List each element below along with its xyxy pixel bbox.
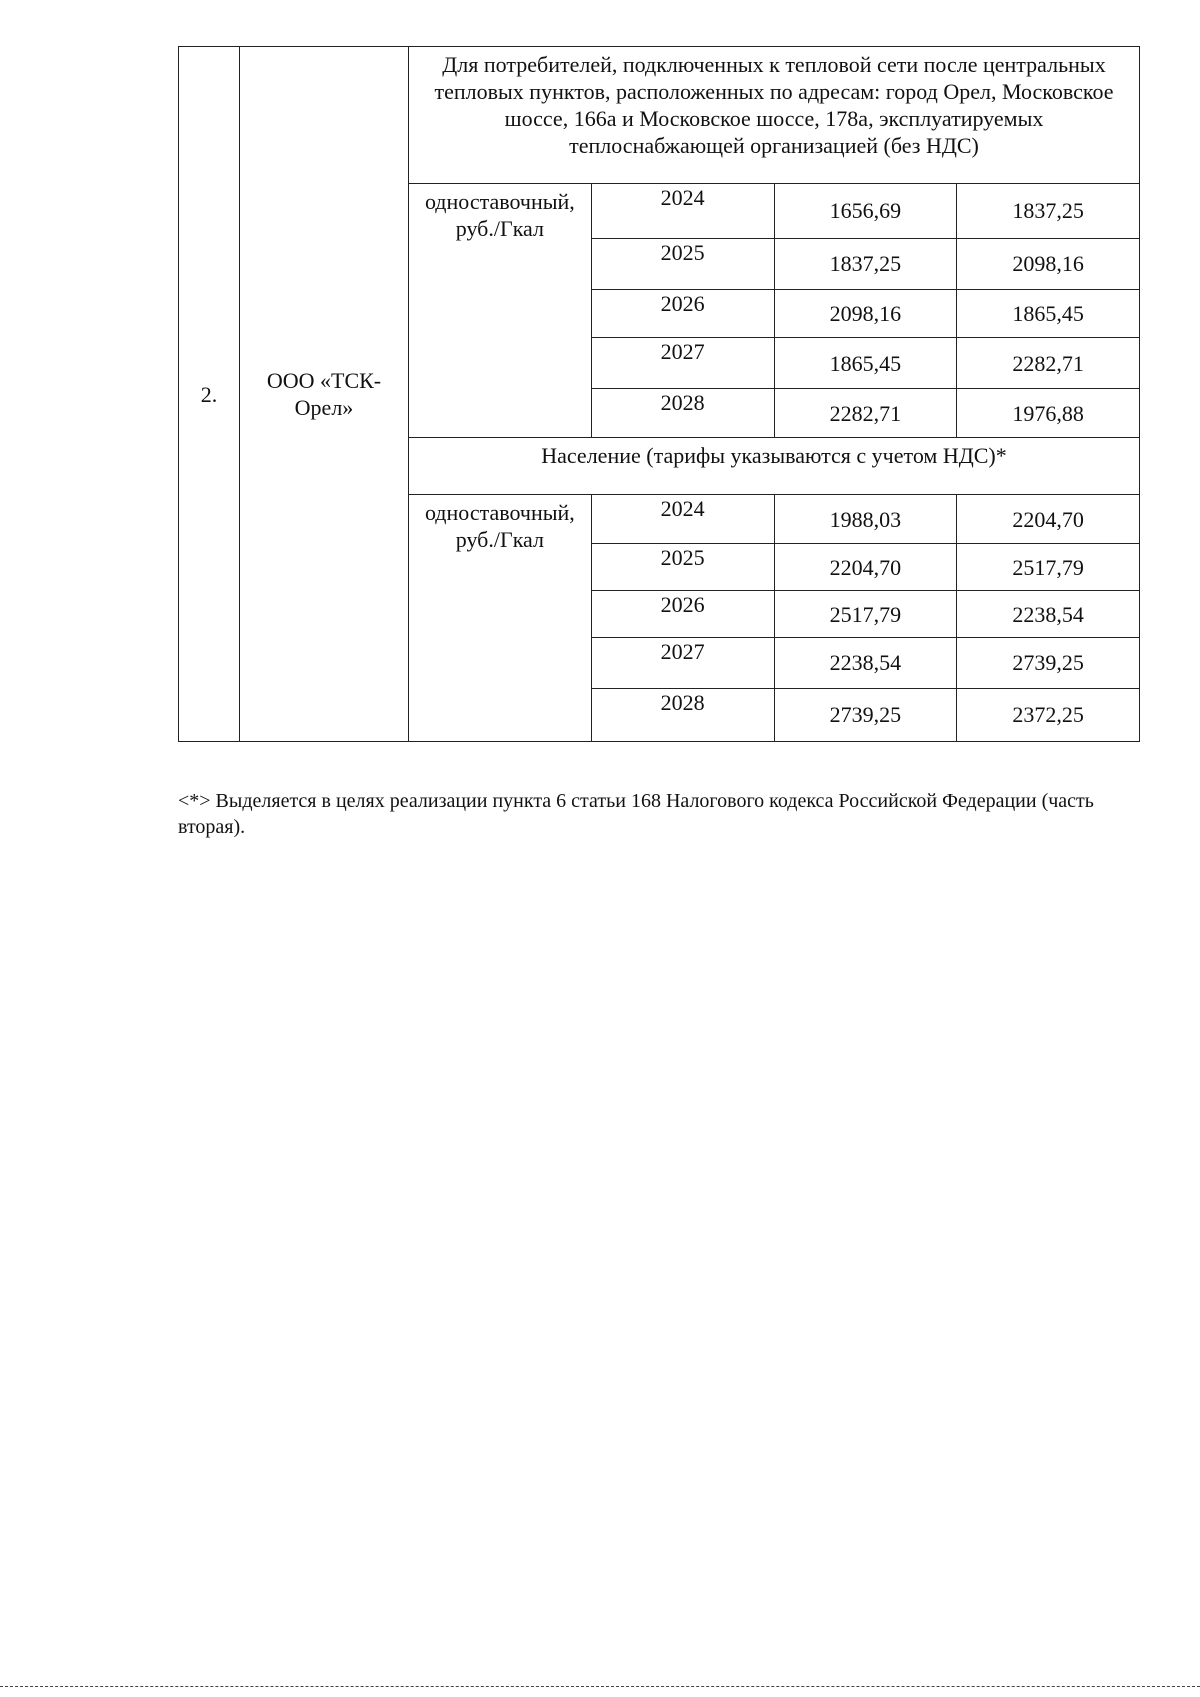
- tariff-table: [178, 46, 1140, 742]
- page-bottom-rule: [0, 1686, 1200, 1687]
- value-cell: 2238,54: [774, 637, 957, 688]
- year-cell: 2027: [591, 338, 774, 389]
- value-cell: 1656,69: [774, 183, 957, 238]
- value-cell: 1865,45: [774, 338, 957, 389]
- year-cell: 2024: [591, 495, 774, 544]
- value-cell: 1837,25: [774, 238, 957, 289]
- group-header: Для потребителей, подключенных к тепловой сети после центральных тепловых пунктов, расположенных по адресам: город Орел, Московское шоссе, 166а и Московское шоссе, 178а, эксплуатируемых теплоснабжающей организацией (без НДС): [409, 47, 1140, 184]
- value-cell: 2372,25: [957, 688, 1140, 741]
- rate-type: одноставочный, руб./Гкал: [409, 183, 592, 438]
- year-cell: 2026: [591, 289, 774, 338]
- year-cell: 2025: [591, 544, 774, 591]
- value-cell: 1865,45: [957, 289, 1140, 338]
- value-cell: 2204,70: [774, 544, 957, 591]
- group-header: Население (тарифы указываются с учетом НДС)*: [409, 438, 1140, 495]
- year-cell: 2025: [591, 238, 774, 289]
- value-cell: 2098,16: [774, 289, 957, 338]
- rate-type: одноставочный, руб./Гкал: [409, 495, 592, 742]
- value-cell: 2517,79: [957, 544, 1140, 591]
- value-cell: 2098,16: [957, 238, 1140, 289]
- value-cell: 2739,25: [957, 637, 1140, 688]
- value-cell: 1976,88: [957, 389, 1140, 438]
- group-header-row: [179, 47, 1140, 184]
- value-cell: 2517,79: [774, 591, 957, 638]
- value-cell: 1988,03: [774, 495, 957, 544]
- value-cell: 2204,70: [957, 495, 1140, 544]
- value-cell: 2739,25: [774, 688, 957, 741]
- row-number: 2.: [179, 47, 240, 742]
- value-cell: 2238,54: [957, 591, 1140, 638]
- footnote: <*> Выделяется в целях реализации пункта 6 статьи 168 Налогового кодекса Российской Федерации (часть вторая).: [178, 790, 1094, 838]
- value-cell: 2282,71: [957, 338, 1140, 389]
- year-cell: 2024: [591, 183, 774, 238]
- value-cell: 2282,71: [774, 389, 957, 438]
- year-cell: 2027: [591, 637, 774, 688]
- organization-name: ООО «ТСК-Орел»: [240, 47, 409, 742]
- year-cell: 2028: [591, 688, 774, 741]
- value-cell: 1837,25: [957, 183, 1140, 238]
- year-cell: 2028: [591, 389, 774, 438]
- year-cell: 2026: [591, 591, 774, 638]
